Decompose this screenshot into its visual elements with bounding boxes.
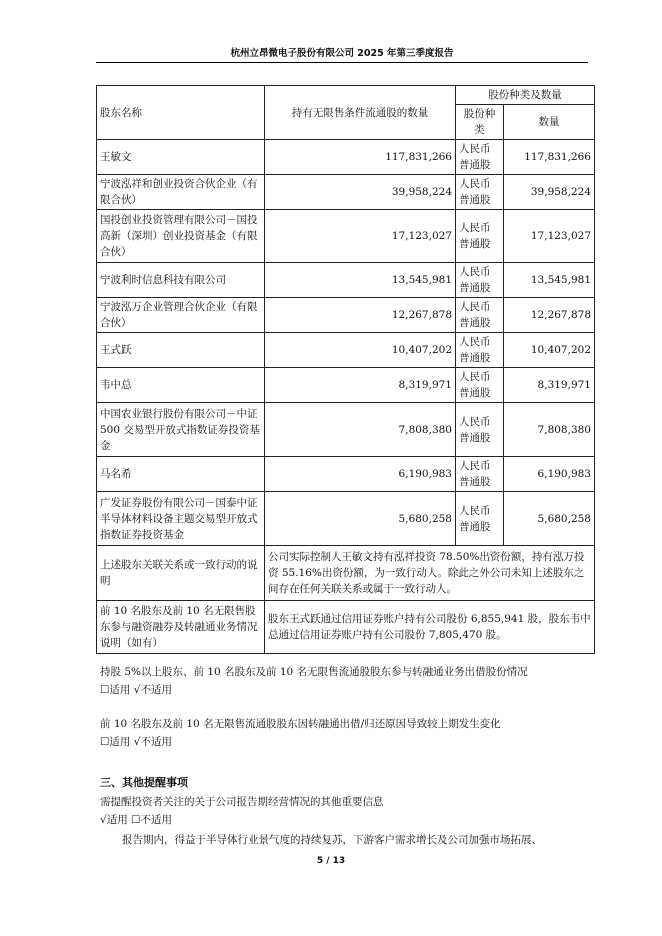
note-text: 公司实际控制人王敏文持有泓祥投资 78.50%出资份额，持有泓万投资 55.16%出资份额，为一致行动人。除此之外公司未知上述股东之间存在任何关联关系或属于一致行动人。 [265,546,595,601]
shareholder-table [96,85,595,654]
share-type: 人民币普通股 [456,298,504,333]
share-amount: 10,407,202 [504,333,595,368]
share-type: 人民币普通股 [456,457,504,492]
share-amount: 13,545,981 [504,263,595,298]
share-amount: 7,808,380 [504,403,595,457]
holder-name: 国投创业投资管理有限公司－国投高新（深圳）创业投资基金（有限合伙） [97,210,265,263]
share-type: 人民币普通股 [456,210,504,263]
holder-name: 中国农业银行股份有限公司－中证 500 交易型开放式指数证券投资基金 [97,403,265,457]
table-row [97,210,595,263]
table-row [97,263,595,298]
unrestricted-qty: 12,267,878 [265,298,456,333]
share-type: 人民币普通股 [456,263,504,298]
paragraph-reminder: 需提醒投资者关注的关于公司报告期经营情况的其他重要信息 [100,796,384,808]
share-type: 人民币普通股 [456,403,504,457]
holder-name: 韦中总 [97,368,265,403]
share-amount: 39,958,224 [504,175,595,210]
table-row [97,403,595,457]
unrestricted-qty: 7,808,380 [265,403,456,457]
table-row [97,457,595,492]
header-share-type-qty: 股份种类及数量 [456,86,595,105]
holder-name: 宁波泓祥和创业投资合伙企业（有限合伙） [97,175,265,210]
table-row [97,175,595,210]
note-text: 股东王式跃通过信用证券账户持有公司股份 6,855,941 股，股东韦中总通过信用证券账户持有公司股份 7,805,470 股。 [265,601,595,654]
table-row [97,298,595,333]
table-row [97,368,595,403]
unrestricted-qty: 39,958,224 [265,175,456,210]
note-row [97,546,595,601]
share-type: 人民币普通股 [456,175,504,210]
header-share-type: 股份种类 [456,105,504,140]
holder-name: 广发证券股份有限公司－国泰中证半导体材料设备主题交易型开放式指数证券投资基金 [97,492,265,546]
share-type: 人民币普通股 [456,368,504,403]
holder-name: 宁波利时信息科技有限公司 [97,263,265,298]
share-amount: 12,267,878 [504,298,595,333]
share-amount: 6,190,983 [504,457,595,492]
unrestricted-qty: 10,407,202 [265,333,456,368]
reminder-options: √适用 ☐不适用 [100,814,172,826]
note-row [97,601,595,654]
share-amount: 5,680,258 [504,492,595,546]
holder-name: 宁波泓万企业管理合伙企业（有限合伙） [97,298,265,333]
change-options: ☐适用 √不适用 [100,736,172,748]
page-number: 5 / 13 [316,856,346,866]
share-amount: 17,123,027 [504,210,595,263]
holder-name: 王敏文 [97,140,265,175]
paragraph-report-period: 报告期内，得益于半导体行业景气度的持续复苏，下游客户需求增长及公司加强市场拓展、 [122,834,542,846]
holder-name: 马名希 [97,457,265,492]
holder-name: 王式跃 [97,333,265,368]
unrestricted-qty: 8,319,971 [265,368,456,403]
unrestricted-qty: 6,190,983 [265,457,456,492]
table-row [97,333,595,368]
share-type: 人民币普通股 [456,492,504,546]
unrestricted-qty: 117,831,266 [265,140,456,175]
share-type: 人民币普通股 [456,333,504,368]
header-holder-name: 股东名称 [97,86,265,140]
note-label: 前 10 名股东及前 10 名无限售股东参与融资融券及转融通业务情况说明（如有） [97,601,265,654]
header-divider [96,62,588,63]
table-row [97,492,595,546]
paragraph-change: 前 10 名股东及前 10 名无限售流通股股东因转融通出借/归还原因导致较上期发生变化 [100,718,501,730]
table-row [97,140,595,175]
header-quantity: 数量 [504,105,595,140]
share-amount: 8,319,971 [504,368,595,403]
share-amount: 117,831,266 [504,140,595,175]
unrestricted-qty: 17,123,027 [265,210,456,263]
unrestricted-qty: 13,545,981 [265,263,456,298]
unrestricted-qty: 5,680,258 [265,492,456,546]
paragraph-lending: 持股 5%以上股东、前 10 名股东及前 10 名无限售流通股股东参与转融通业务出借股份情况 [100,666,528,678]
lending-options: ☐适用 √不适用 [100,684,172,696]
share-type: 人民币普通股 [456,140,504,175]
header-unrestricted-qty: 持有无限售条件流通股的数量 [265,86,456,140]
note-label: 上述股东关联关系或一致行动的说明 [97,546,265,601]
page-header-title: 杭州立昂微电子股份有限公司 2025 年第三季度报告 [230,48,454,59]
section-title: 三、其他提醒事项 [100,776,188,789]
